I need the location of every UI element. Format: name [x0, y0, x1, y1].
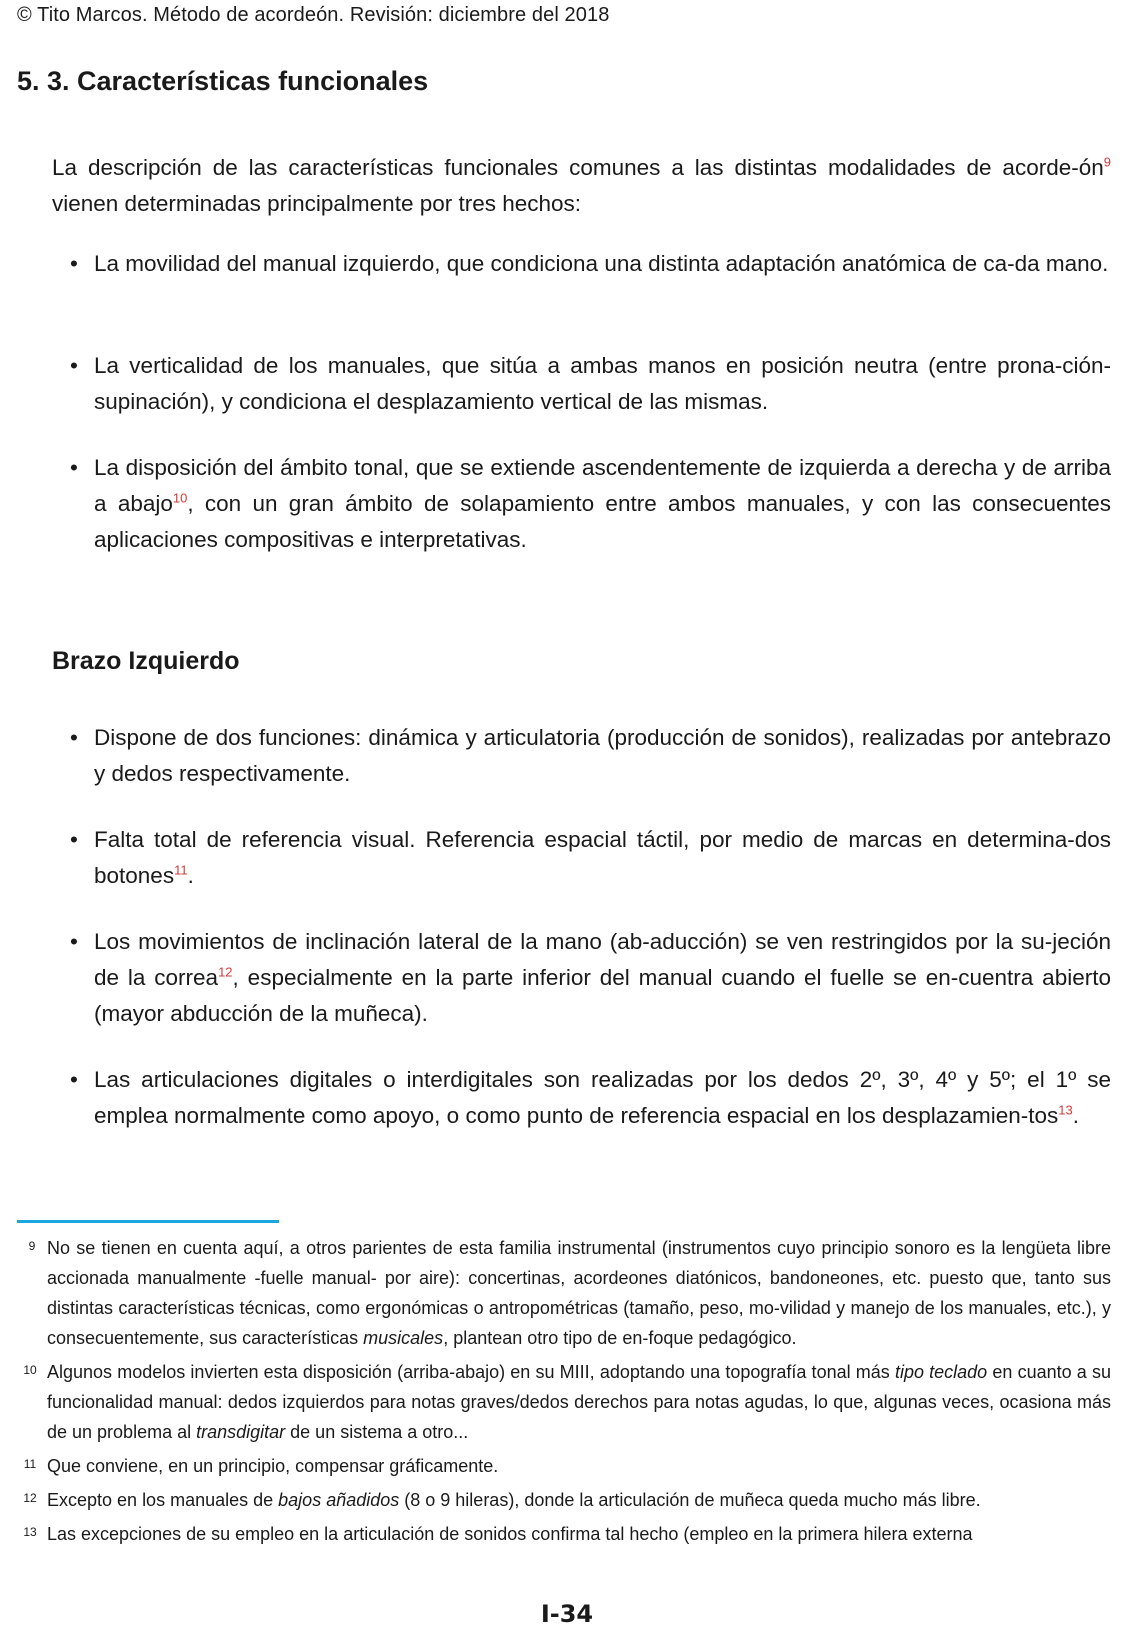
- bullet-icon: •: [70, 455, 78, 480]
- list-item-text-b: .: [1072, 1103, 1080, 1128]
- intro-text-end: vienen determinadas principalmente por tres hechos:: [52, 191, 582, 216]
- footnote-divider: [17, 1220, 279, 1223]
- footnote-text: en cuanto a su funcionalidad manual: dedos izquierdos para notas graves/dedos derechos para notas agudas, lo que, algunas veces, ocasiona más de un problema al: [47, 1362, 1111, 1442]
- list-item-text: La verticalidad de los manuales, que sitúa a ambas manos en posición neutra (entre prona-ción-supinación), y condiciona el desplazamiento vertical de las mismas.: [94, 353, 1111, 414]
- footnote-number: 10: [23, 1363, 37, 1377]
- footnote-text: , plantean otro tipo de en-foque pedagógico.: [443, 1328, 797, 1348]
- footnote-9: [17, 1233, 1111, 1353]
- footnote-text: de un sistema a otro...: [285, 1422, 469, 1442]
- footnote-number: 12: [23, 1491, 37, 1505]
- footnote-number: 11: [23, 1457, 37, 1471]
- footnote-ref-12[interactable]: 12: [218, 964, 233, 980]
- footnote-ref-9[interactable]: 9: [1103, 154, 1111, 170]
- list-item: [70, 450, 1111, 558]
- footnote-text: Que conviene, en un principio, compensar gráficamente.: [47, 1456, 499, 1476]
- footnote-emphasis: bajos añadidos: [278, 1490, 400, 1510]
- list-item-text: [94, 450, 1111, 558]
- footnote-emphasis: transdigitar: [196, 1422, 286, 1442]
- footnote-text: Las excepciones de su empleo en la articulación de sonidos confirma tal hecho (empleo en la primera hilera externa: [47, 1524, 973, 1544]
- list-item: [70, 348, 1111, 420]
- list-item-text-b: .: [187, 863, 194, 888]
- list-item-text-a: Falta total de referencia visual. Referencia espacial táctil, por medio de marcas en determina-dos botones: [94, 827, 1111, 888]
- list-item-text: [94, 822, 1111, 894]
- footnote-number: 13: [23, 1525, 37, 1539]
- footnote-11: [17, 1451, 1111, 1481]
- footnote-10: [17, 1357, 1111, 1447]
- bullet-icon: •: [70, 929, 78, 954]
- footnote-ref-10[interactable]: 10: [172, 490, 188, 506]
- list-item-text-a: La disposición del ámbito tonal, que se extiende ascendentemente de izquierda a derecha y de arriba a abajo: [94, 455, 1111, 516]
- list-item: [70, 822, 1111, 894]
- list-item: [70, 720, 1111, 792]
- intro-text: La descripción de las características funcionales comunes a las distintas modalidades de acorde-ón: [52, 155, 1104, 180]
- page-number: I-34: [540, 1600, 594, 1628]
- list-item-text: La movilidad del manual izquierdo, que condiciona una distinta adaptación anatómica de ca-da mano.: [94, 251, 1109, 276]
- list-item-text-b: , con un gran ámbito de solapamiento entre ambos manuales, y con las consecuentes aplicaciones compositivas e interpretativas.: [94, 491, 1111, 552]
- footnotes: [17, 1233, 1111, 1553]
- list-item: [70, 1062, 1111, 1134]
- intro-paragraph: [52, 150, 1111, 222]
- footnote-12: [17, 1485, 1111, 1515]
- footnote-text: No se tienen en cuenta aquí, a otros parientes de esta familia instrumental (instrumentos cuyo principio sonoro es la lengüeta libre accionada manualmente -fuelle manual- por aire): concertinas, acordeones diatónicos, bandoneones, etc. puesto que, tanto sus distintas características técnicas, como ergonómicas o antropométricas (tamaño, peso, mo-vilidad y manejo de los manuales, etc.), y consecuentemente, sus características: [47, 1238, 1111, 1348]
- bullet-icon: •: [70, 827, 78, 852]
- list-item-text: [94, 1062, 1111, 1134]
- section-title: 5. 3. Características funcionales: [17, 66, 429, 96]
- bullet-icon: •: [70, 1067, 78, 1092]
- footnote-text: Excepto en los manuales de: [47, 1490, 279, 1510]
- page-header: © Tito Marcos. Método de acordeón. Revisión: diciembre del 2018: [17, 4, 610, 26]
- footnote-emphasis: tipo teclado: [894, 1362, 988, 1382]
- list-item-text: Dispone de dos funciones: dinámica y articulatoria (producción de sonidos), realizadas por antebrazo y dedos respectivamente.: [94, 725, 1111, 786]
- list-item-text-b: , especialmente en la parte inferior del manual cuando el fuelle se en-cuentra abierto (mayor abducción de la muñeca).: [94, 965, 1111, 1026]
- footnote-number: 9: [28, 1239, 36, 1253]
- list-item-text-a: Los movimientos de inclinación lateral de la mano (ab-aducción) se ven restringidos por la su-jeción de la correa: [94, 929, 1111, 990]
- footnote-text: Algunos modelos invierten esta disposición (arriba-abajo) en su MIII, adoptando una topografía tonal más: [47, 1362, 895, 1382]
- list-item: [70, 246, 1111, 282]
- list-item-text-a: Las articulaciones digitales o interdigitales son realizadas por los dedos 2º, 3º, 4º y 5º; el 1º se emplea normalmente como apoyo, o como punto de referencia espacial en los desplazamien-tos: [94, 1067, 1111, 1128]
- footnote-ref-11[interactable]: 11: [174, 862, 188, 878]
- footnote-ref-13[interactable]: 13: [1058, 1102, 1073, 1118]
- list-item: [70, 924, 1111, 1032]
- bullet-icon: •: [70, 725, 78, 750]
- footnote-text: (8 o 9 hileras), donde la articulación de muñeca queda mucho más libre.: [399, 1490, 981, 1510]
- bullet-icon: •: [70, 353, 78, 378]
- list-item-text: [94, 924, 1111, 1032]
- footnote-13: [17, 1519, 1111, 1549]
- bullet-icon: •: [70, 251, 78, 276]
- subsection-title: Brazo Izquierdo: [52, 647, 240, 675]
- footnote-emphasis: musicales: [363, 1328, 444, 1348]
